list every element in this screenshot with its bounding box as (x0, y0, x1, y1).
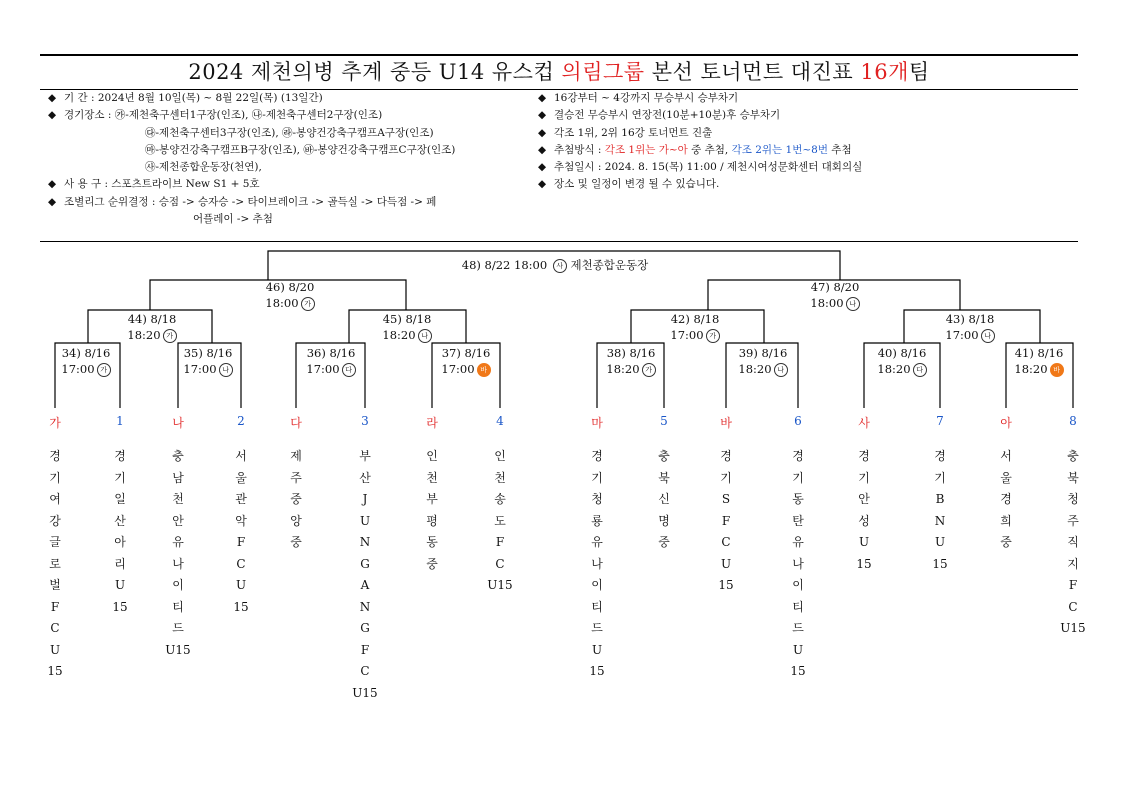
match-39-date: 39) 8/16 (738, 346, 788, 360)
team-name-char: 부 (359, 449, 371, 463)
bullet-diamond-icon: ◆ (48, 178, 57, 191)
bullet-diamond-icon: ◆ (538, 92, 547, 104)
match-48-venue-name: 제천종합운동장 (570, 258, 649, 272)
team-name-char: 15 (47, 664, 63, 678)
match-47-date: 47) 8/20 (810, 280, 860, 294)
team-name-char: 북 (1067, 470, 1079, 485)
team-name-char: 드 (591, 621, 603, 635)
team-name-char: 천 (426, 470, 438, 485)
team-name (345, 446, 385, 704)
team-name (276, 446, 316, 554)
venue-circle-icon: 바 (477, 363, 491, 377)
team-name-char: 평 (426, 513, 438, 528)
bullet-diamond-icon: ◆ (538, 126, 547, 139)
team-name-char: F (50, 599, 60, 614)
team-name-char: 티 (792, 599, 804, 614)
seed-label: 3 (361, 414, 369, 428)
match-37-label (430, 345, 502, 377)
venue-circle-icon: 가 (642, 363, 656, 377)
team-name-char: U (114, 578, 126, 592)
team-name-char: 성 (858, 513, 870, 528)
team-name-char: 중 (426, 556, 438, 571)
team-name-char: G (360, 621, 370, 635)
team-name (412, 446, 452, 575)
venue-circle-icon: 다 (342, 363, 356, 377)
team-name-char: 경 (858, 449, 870, 463)
team-name-char: 유 (591, 535, 603, 549)
info-venue: 경기장소 : ㉮-제천축구센터1구장(인조), ㉯-제천축구센터2구장(인조) (64, 109, 383, 122)
seed-label: 바 (720, 416, 732, 430)
team-name-char: U (720, 556, 732, 571)
team-name-char: 여 (49, 492, 61, 506)
team-name (920, 446, 960, 575)
team-name (644, 446, 684, 554)
match-36-date: 36) 8/16 (306, 346, 356, 360)
team-name (158, 446, 198, 661)
bullet-diamond-icon: ◆ (538, 161, 547, 174)
team-name-char: 주 (1067, 513, 1079, 528)
team-name-char: 드 (172, 621, 184, 635)
team-name-char: 청 (591, 492, 603, 506)
team-name-char: 글 (49, 535, 61, 549)
draw-method-mid: 중 추첨, (687, 143, 732, 156)
team-name-char: 부 (426, 492, 438, 506)
team-name-char: 탄 (792, 513, 804, 528)
team-name-char: C (50, 621, 60, 635)
draw-method-first: 각조 1위는 가~아 (604, 143, 688, 156)
team-name-char: 충 (658, 449, 670, 463)
team-name-char: U15 (352, 685, 378, 700)
team-name-char: 티 (172, 599, 184, 614)
team-name-char: 일 (114, 492, 126, 506)
info-period: 기 간 : 2024년 8월 10일(목) ~ 8월 22일(목) (13일간) (64, 92, 323, 104)
team-name-char: F (495, 535, 505, 549)
team-name (480, 446, 520, 597)
team-name-char: 청 (1067, 492, 1079, 506)
title-part2: 본선 토너먼트 대진표 (644, 60, 861, 84)
team-name-char: 지 (1067, 556, 1079, 571)
match-35-date: 35) 8/16 (183, 346, 233, 360)
venue-circle-icon: 나 (774, 363, 788, 377)
team-name-char: 직 (1067, 535, 1079, 549)
team-name-char: 기 (49, 470, 61, 485)
team-name-char: 앙 (290, 513, 302, 528)
team-name-char: 드 (792, 621, 804, 635)
team-name-char: F (1068, 578, 1078, 592)
team-name-char: 기 (591, 470, 603, 485)
match-45-time: 18:20 (382, 328, 416, 342)
match-42-time: 17:00 (670, 328, 704, 342)
team-name-char: 남 (172, 470, 184, 485)
team-name-char: 울 (1000, 470, 1012, 485)
match-48-time: 48) 8/22 18:00 (461, 258, 548, 272)
team-name (221, 446, 261, 618)
team-name-char: 나 (792, 556, 804, 571)
team-name-char: 중 (290, 535, 302, 549)
info-notice: 장소 및 일정이 변경 될 수 있습니다. (554, 178, 720, 191)
team-name-char: 벌 (49, 578, 61, 592)
match-42-label (645, 311, 745, 343)
match-40-label (866, 345, 938, 377)
team-name-char: 나 (591, 556, 603, 571)
team-name-char: N (359, 599, 371, 614)
venue-circle-icon: 가 (163, 329, 177, 343)
team-name-char: 악 (235, 513, 247, 528)
team-name-char: U (591, 642, 603, 657)
team-name-char: 중 (658, 535, 670, 549)
team-name-char: 이 (792, 578, 804, 592)
team-name-char: 경 (114, 449, 126, 463)
match-37-time: 17:00 (441, 362, 475, 376)
match-40-date: 40) 8/16 (877, 346, 927, 360)
match-45-date: 45) 8/18 (382, 312, 432, 326)
team-name-char: 리 (114, 556, 126, 571)
match-41-label (1003, 345, 1075, 377)
team-name-char: 안 (172, 513, 184, 528)
match-46-label (240, 279, 340, 311)
team-name-char: 유 (792, 535, 804, 549)
team-name-char: 아 (114, 535, 126, 549)
match-39-time: 18:20 (738, 362, 772, 376)
team-name-char: G (360, 556, 370, 571)
team-name-char: 15 (856, 556, 872, 571)
team-name (1053, 446, 1093, 640)
team-name-char: U (359, 513, 371, 528)
venue-circle-icon: 다 (913, 363, 927, 377)
team-name-char: 강 (49, 513, 61, 528)
team-name-char: F (721, 513, 731, 528)
seed-label: 나 (172, 416, 184, 430)
match-46-time: 18:00 (265, 296, 299, 310)
match-38-time: 18:20 (606, 362, 640, 376)
match-44-date: 44) 8/18 (127, 312, 177, 326)
title-part3: 팀 (908, 60, 930, 84)
team-name-char: 희 (1000, 513, 1012, 528)
seed-label: 다 (290, 416, 302, 430)
team-name-char: U15 (1060, 621, 1086, 635)
venue-circle-icon: 나 (418, 329, 432, 343)
bullet-diamond-icon: ◆ (48, 195, 57, 208)
match-40-time: 18:20 (877, 362, 911, 376)
team-name-char: N (359, 535, 371, 549)
team-name (986, 446, 1026, 554)
seed-label: 가 (49, 416, 61, 430)
team-name-char: 명 (658, 513, 670, 528)
team-name-char: 천 (172, 492, 184, 506)
team-name-char: C (360, 664, 370, 678)
team-name-char: 15 (112, 599, 128, 614)
info-rule-advance: 각조 1위, 2위 16강 토너먼트 진출 (554, 126, 713, 139)
team-name-char: 중 (290, 492, 302, 506)
draw-method-label: 추첨방식 : (554, 143, 605, 156)
team-name-char: 제 (290, 449, 302, 463)
draw-method-end: 추첨 (827, 143, 852, 156)
team-name-char: 송 (494, 492, 506, 506)
seed-label: 5 (660, 414, 668, 428)
match-44-label (102, 311, 202, 343)
team-name-char: 이 (591, 578, 603, 592)
team-name-char: 주 (290, 470, 302, 485)
seed-label: 사 (858, 416, 870, 430)
team-name-char: U (792, 642, 804, 657)
title-part1: 2024 제천의병 추계 중등 U14 유스컵 (188, 60, 562, 84)
match-41-time: 18:20 (1014, 362, 1048, 376)
team-name-char: 관 (235, 492, 247, 506)
team-name (844, 446, 884, 575)
team-name-char: C (1068, 599, 1078, 614)
team-name-char: 안 (858, 492, 870, 506)
venue-circle-icon: 가 (301, 297, 315, 311)
team-name-char: 도 (494, 513, 506, 528)
seed-label: 6 (794, 414, 802, 428)
team-name-char: 15 (718, 578, 734, 592)
team-name-char: 기 (792, 470, 804, 485)
team-name (706, 446, 746, 597)
match-34-time: 17:00 (61, 362, 95, 376)
team-name-char: 울 (235, 470, 247, 485)
match-36-time: 17:00 (306, 362, 340, 376)
team-name-char: 인 (494, 449, 506, 463)
info-rule-final: 결승전 무승부시 연장전(10분+10분)후 승부차기 (554, 109, 781, 122)
team-name-char: J (362, 492, 368, 506)
venue-circle-icon: 사 (553, 259, 567, 273)
team-name-char: F (236, 535, 246, 549)
seed-label: 7 (936, 414, 944, 428)
team-name-char: 서 (1000, 449, 1012, 463)
team-name-char: 나 (172, 556, 184, 571)
team-name-char: 북 (658, 470, 670, 485)
info-venue-4: ㉴-제천종합운동장(천연), (145, 161, 262, 174)
team-name-char: C (236, 556, 246, 571)
seed-label: 8 (1069, 414, 1077, 428)
match-37-date: 37) 8/16 (441, 346, 491, 360)
team-name-char: 충 (172, 449, 184, 463)
venue-circle-icon: 바 (1050, 363, 1064, 377)
info-venue-3: ㉲-봉양건강축구캠프B구장(인조), ㉳-봉양건강축구캠프C구장(인조) (145, 143, 456, 156)
team-name-char: 동 (792, 492, 804, 506)
team-name-char: U15 (487, 578, 513, 592)
team-name-char: 경 (49, 449, 61, 463)
seed-label: 아 (1000, 416, 1012, 430)
match-34-date: 34) 8/16 (61, 346, 111, 360)
team-name-char: 경 (720, 449, 732, 463)
match-44-time: 18:20 (127, 328, 161, 342)
team-name-char: 천 (494, 470, 506, 485)
team-name-char: F (360, 642, 370, 657)
bullet-diamond-icon: ◆ (48, 92, 57, 104)
team-name-char: C (495, 556, 505, 571)
seed-label: 2 (237, 414, 245, 428)
match-41-date: 41) 8/16 (1014, 346, 1064, 360)
match-47-label (785, 279, 885, 311)
seed-label: 마 (591, 416, 603, 430)
seed-label: 4 (496, 414, 504, 428)
team-name (35, 446, 75, 683)
info-draw-date: 추첨일시 : 2024. 8. 15(목) 11:00 / 제천시여성문화센터 대회의실 (554, 161, 863, 174)
bullet-diamond-icon: ◆ (538, 178, 547, 191)
team-name-char: U (235, 578, 247, 592)
match-47-time: 18:00 (810, 296, 844, 310)
match-38-date: 38) 8/16 (606, 346, 656, 360)
team-name-char: 신 (658, 492, 670, 506)
team-name-char: U15 (165, 642, 191, 657)
team-name-char: 경 (591, 449, 603, 463)
team-name-char: B (935, 492, 945, 506)
team-name-char: 경 (934, 449, 946, 463)
bullet-diamond-icon: ◆ (538, 143, 547, 156)
title-team-count: 16개 (860, 60, 909, 84)
team-name-char: 이 (172, 578, 184, 592)
team-name-char: 룡 (591, 513, 603, 528)
team-name-char: 동 (426, 535, 438, 549)
team-name (100, 446, 140, 618)
match-35-label (172, 345, 244, 377)
team-name-char: 경 (792, 449, 804, 463)
match-43-date: 43) 8/18 (945, 312, 995, 326)
info-rule-draw: 16강부터 ~ 4강까지 무승부시 승부차기 (554, 92, 739, 104)
title-highlight: 의림그룹 (561, 60, 645, 84)
team-name-char: 산 (359, 470, 371, 485)
match-38-label (595, 345, 667, 377)
team-name-char: 15 (932, 556, 948, 571)
draw-method-second: 각조 2위는 1번~8번 (731, 143, 828, 156)
match-35-time: 17:00 (183, 362, 217, 376)
venue-circle-icon: 나 (981, 329, 995, 343)
team-name-char: 기 (114, 470, 126, 485)
bullet-diamond-icon: ◆ (48, 109, 57, 122)
info-ranking: 조별리그 순위결정 : 승점 -> 승자승 -> 타이브레이크 -> 골득실 -> 다득점 -> 페 (64, 195, 437, 208)
match-43-label (920, 311, 1020, 343)
team-name-char: A (360, 578, 370, 592)
team-name-char: 중 (1000, 535, 1012, 549)
team-name (577, 446, 617, 683)
team-name-char: 산 (114, 513, 126, 528)
match-39-label (727, 345, 799, 377)
info-ranking-cont: 어플레이 -> 추첨 (193, 213, 273, 226)
team-name-char: 기 (858, 470, 870, 485)
match-36-label (295, 345, 367, 377)
team-name-char: 기 (720, 470, 732, 485)
team-name-char: S (721, 492, 731, 506)
team-name-char: 15 (233, 599, 249, 614)
venue-circle-icon: 가 (97, 363, 111, 377)
bullet-diamond-icon: ◆ (538, 109, 547, 122)
team-name-char: 기 (934, 470, 946, 485)
team-name-char: 15 (790, 664, 806, 678)
venue-circle-icon: 나 (846, 297, 860, 311)
match-45-label (357, 311, 457, 343)
seed-label: 라 (426, 416, 438, 430)
match-46-date: 46) 8/20 (265, 280, 315, 294)
venue-circle-icon: 나 (219, 363, 233, 377)
team-name (778, 446, 818, 683)
team-name-char: 경 (1000, 492, 1012, 506)
seed-label: 1 (116, 414, 124, 428)
info-ball: 사 용 구 : 스포츠트라이브 New S1 + 5호 (64, 178, 260, 191)
match-48-label (400, 257, 710, 273)
match-34-label (50, 345, 122, 377)
venue-circle-icon: 가 (706, 329, 720, 343)
team-name-char: 15 (589, 664, 605, 678)
team-name-char: 충 (1067, 449, 1079, 463)
match-42-date: 42) 8/18 (670, 312, 720, 326)
team-name-char: 티 (591, 599, 603, 614)
match-43-time: 17:00 (945, 328, 979, 342)
team-name-char: U (858, 535, 870, 549)
team-name-char: C (721, 535, 731, 549)
team-name-char: U (934, 535, 946, 549)
team-name-char: 인 (426, 449, 438, 463)
info-venue-2: ㉰-제천축구센터3구장(인조), ㉱-봉양건강축구캠프A구장(인조) (145, 126, 434, 139)
team-name-char: 유 (172, 535, 184, 549)
team-name-char: 로 (49, 556, 61, 571)
team-name-char: U (49, 642, 61, 657)
team-name-char: 서 (235, 449, 247, 463)
team-name-char: N (934, 513, 946, 528)
